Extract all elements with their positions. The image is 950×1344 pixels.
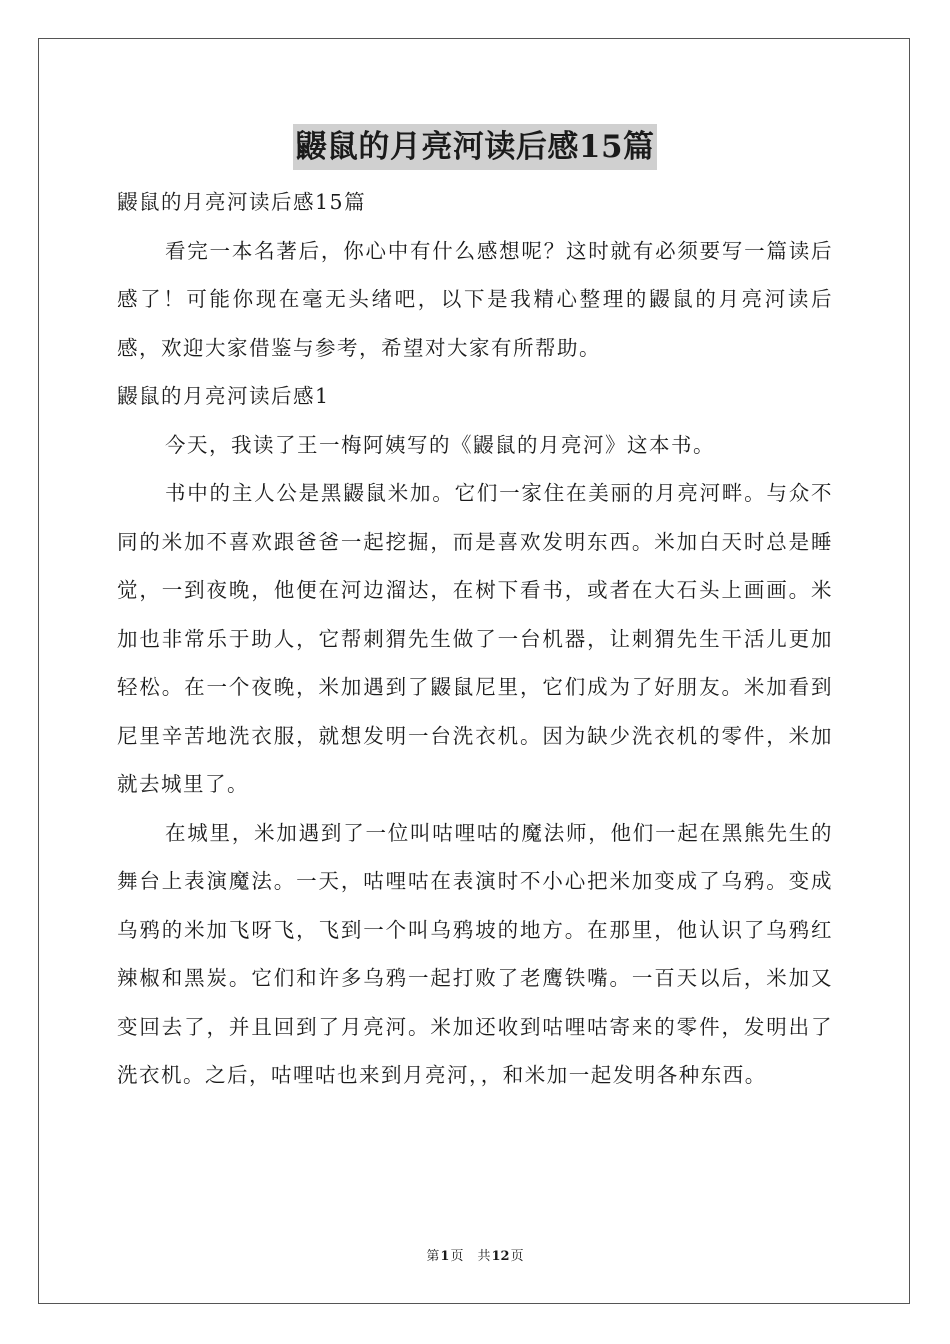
page-number: 1: [440, 1249, 450, 1264]
total-suffix: 页: [510, 1249, 524, 1264]
page-suffix: 页: [450, 1249, 464, 1264]
body-paragraph-3: 在城里，米加遇到了一位叫咕哩咕的魔法师，他们一起在黑熊先生的舞台上表演魔法。一天，咕哩咕在表演时不小心把米加变成了乌鸦。变成乌鸦的米加飞呀飞，飞到一个叫乌鸦坡的地方。在那里，他认识了乌鸦红辣椒和黑炭。它们和许多乌鸦一起打败了老鹰铁嘴。一百天以后，米加又变回去了，并且回到了月亮河。米加还收到咕哩咕寄来的零件，发明出了洗衣机。之后，咕哩咕也来到月亮河，，和米加一起发明各种东西。: [117, 820, 833, 1087]
body-paragraph-1: 今天，我读了王一梅阿姨写的《鼹鼠的月亮河》这本书。: [165, 432, 715, 457]
total-prefix: 共: [477, 1249, 491, 1264]
page-footer: [0, 1248, 950, 1266]
section-heading: 鼹鼠的月亮河读后感1: [117, 384, 330, 408]
document-title: 鼹鼠的月亮河读后感15篇: [293, 124, 656, 170]
document-subtitle: 鼹鼠的月亮河读后感15篇: [117, 190, 367, 214]
page-prefix: 第: [426, 1249, 440, 1264]
intro-paragraph: 看完一本名著后，你心中有什么感想呢？这时就有必须要写一篇读后感了！可能你现在毫无头绪吧，以下是我精心整理的鼹鼠的月亮河读后感，欢迎大家借鉴与参考，希望对大家有所帮助。: [117, 238, 833, 360]
total-pages: 12: [491, 1249, 510, 1264]
body-paragraph-2: 书中的主人公是黑鼹鼠米加。它们一家住在美丽的月亮河畔。与众不同的米加不喜欢跟爸爸一起挖掘，而是喜欢发明东西。米加白天时总是睡觉，一到夜晚，他便在河边溜达，在树下看书，或者在大石头上画画。米加也非常乐于助人，它帮刺猬先生做了一台机器，让刺猬先生干活儿更加轻松。在一个夜晚，米加遇到了鼹鼠尼里，它们成为了好朋友。米加看到尼里辛苦地洗衣服，就想发明一台洗衣机。因为缺少洗衣机的零件，米加就去城里了。: [117, 481, 833, 796]
document-body: [117, 178, 833, 1100]
title-container: [0, 124, 950, 170]
